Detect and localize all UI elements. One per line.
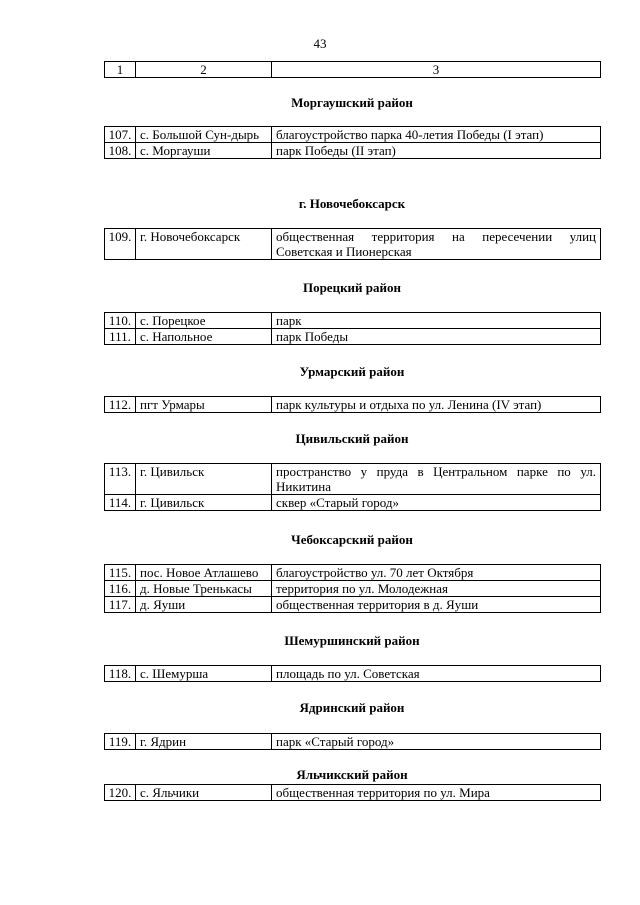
row-number: 111. [105,329,136,345]
column-header-3: 3 [272,62,601,78]
row-place: с. Напольное [136,329,272,345]
row-object: благоустройство парка 40-летия Победы (I этап) [272,127,601,143]
table-row [105,464,601,495]
table-row [105,597,601,613]
column-header-1: 1 [105,62,136,78]
row-place: с. Яльчики [136,785,272,801]
row-number: 108. [105,143,136,159]
row-object: парк Победы [272,329,601,345]
row-place: с. Большой Сун-дырь [136,127,272,143]
district-heading: Шемуршинский район [284,633,420,648]
row-place: с. Моргауши [136,143,272,159]
row-number: 113. [105,464,136,495]
table-row [105,495,601,511]
table-row [105,397,601,413]
district-heading: Урмарский район [299,364,405,379]
district-heading: Цивильский район [295,431,409,446]
district-table [104,665,601,682]
row-number: 120. [105,785,136,801]
row-place: пос. Новое Атлашево [136,565,272,581]
row-object: парк [272,313,601,329]
row-object: территория по ул. Молодежная [272,581,601,597]
row-object: парк «Старый город» [272,734,601,750]
row-number: 114. [105,495,136,511]
district-heading: Моргаушский район [291,95,413,110]
row-place: г. Новочебоксарск [136,229,272,260]
row-number: 119. [105,734,136,750]
table-row [105,329,601,345]
district-table [104,228,601,260]
row-place: г. Цивильск [136,495,272,511]
row-object: парк культуры и отдыха по ул. Ленина (IV этап) [272,397,601,413]
district-heading: Яльчикский район [296,767,408,782]
row-object: сквер «Старый город» [272,495,601,511]
table-header [104,61,601,78]
page-number: 43 [313,36,327,51]
district-heading: г. Новочебоксарск [298,196,406,211]
row-place: с. Порецкое [136,313,272,329]
district-table [104,564,601,613]
row-place: г. Ядрин [136,734,272,750]
row-number: 117. [105,597,136,613]
district-heading: Порецкий район [302,280,402,295]
row-number: 109. [105,229,136,260]
district-table [104,126,601,159]
row-number: 112. [105,397,136,413]
row-place: с. Шемурша [136,666,272,682]
row-object: общественная территория на пересечении улиц Советская и Пионерская [272,229,601,260]
row-place: д. Новые Тренькасы [136,581,272,597]
table-row [105,565,601,581]
row-object: парк Победы (II этап) [272,143,601,159]
row-object: общественная территория по ул. Мира [272,785,601,801]
district-heading: Чебоксарский район [291,532,413,547]
row-place: д. Яуши [136,597,272,613]
row-object: благоустройство ул. 70 лет Октября [272,565,601,581]
table-row [105,313,601,329]
row-number: 116. [105,581,136,597]
table-row [105,581,601,597]
row-place: пгт Урмары [136,397,272,413]
district-table [104,463,601,511]
row-number: 115. [105,565,136,581]
row-number: 107. [105,127,136,143]
district-table [104,784,601,801]
district-heading: Ядринский район [299,700,405,715]
district-table [104,733,601,750]
table-row [105,785,601,801]
row-object: площадь по ул. Советская [272,666,601,682]
row-number: 118. [105,666,136,682]
table-row [105,127,601,143]
table-row [105,666,601,682]
district-table [104,396,601,413]
column-header-2: 2 [136,62,272,78]
row-object: общественная территория в д. Яуши [272,597,601,613]
district-table [104,312,601,345]
row-place: г. Цивильск [136,464,272,495]
table-row [105,734,601,750]
table-row [105,229,601,260]
table-row [105,143,601,159]
row-number: 110. [105,313,136,329]
row-object: пространство у пруда в Центральном парке по ул. Никитина [272,464,601,495]
